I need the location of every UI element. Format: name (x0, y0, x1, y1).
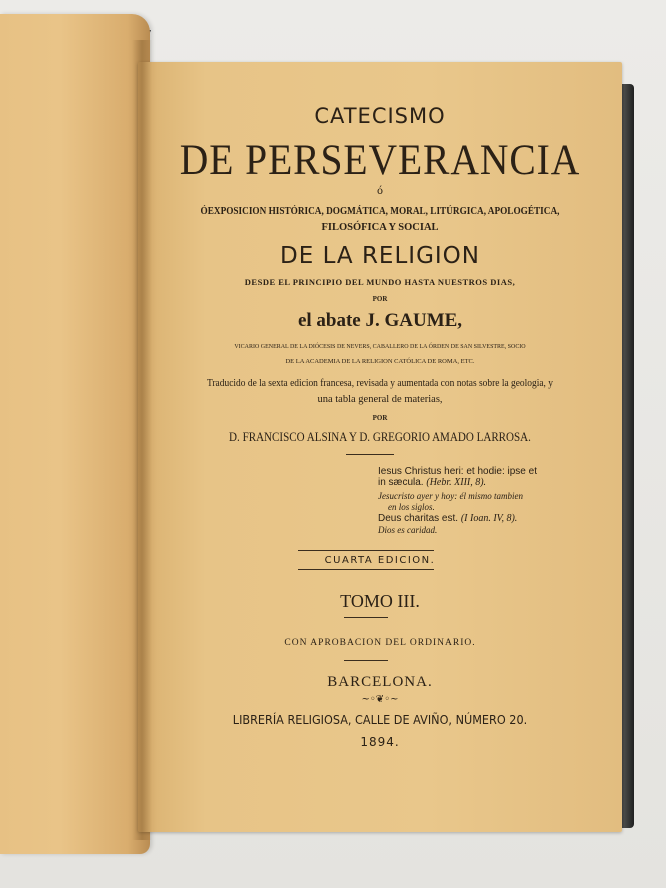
volume-label: TOMO III. (340, 591, 420, 611)
translation-note-2: una tabla general de materias, (317, 394, 443, 405)
year-label: 1894. (360, 735, 400, 749)
por-label-2: POR (372, 414, 388, 422)
author-description-2: DE LA ACADEMIA DE LA RELIGION CATÓLICA DE ROMA, ETC. (285, 358, 475, 365)
subtitle-line-2: FILOSÓFICA Y SOCIAL (321, 222, 439, 233)
printer-ornament-icon: ~◦❦◦~ (361, 694, 399, 705)
approval-line: CON APROBACION DEL ORDINARIO. (284, 638, 476, 648)
translation-note-1: Traducido de la sexta edicion francesa, revisada y aumentada con notas sobre la geologia, y (206, 378, 554, 389)
epigraph-latin-2: Deus charitas est. (I Ioan. IV, 8). (378, 513, 518, 524)
divider-rule-2 (298, 550, 434, 551)
divider-rule-1 (346, 454, 394, 455)
title-line-religion: DE LA RELIGION (280, 243, 480, 269)
divider-rule-4 (344, 617, 388, 618)
city-label: BARCELONA. (327, 674, 433, 690)
edition-label: CUARTA EDICION. (324, 555, 436, 566)
subtitle-line-1: ÓEXPOSICION HISTÓRICA, DOGMÁTICA, MORAL, LITÚRGICA, APOLOGÉTICA, (200, 206, 560, 217)
subtitle-line-3: DESDE EL PRINCIPIO DEL MUNDO HASTA NUESTROS DIAS, (244, 277, 516, 287)
epigraph-latin-1: Iesus Christus heri: et hodie: ipse et in sæcula. (Hebr. XIII, 8). (378, 466, 537, 488)
title-line-catecismo: CATECISMO (314, 104, 446, 128)
epigraph-spanish-2: Dios es caridad. (378, 525, 438, 535)
por-label-1: POR (372, 295, 388, 303)
author-description-1: VICARIO GENERAL DE LA DIÓCESIS DE NEVERS, CABALLERO DE LA ÓRDEN DE SAN SILVESTRE, SOCIO (234, 343, 526, 350)
divider-rule-3 (298, 569, 434, 570)
divider-rule-5 (344, 660, 388, 661)
title-line-o: ó (376, 186, 384, 197)
left-page (0, 14, 150, 854)
book-gutter (132, 40, 152, 840)
title-line-perseverancia: DE PERSEVERANCIA (179, 137, 581, 184)
translators: D. FRANCISCO ALSINA Y D. GREGORIO AMADO LARROSA. (229, 429, 531, 444)
author-name: el abate J. GAUME, (297, 310, 463, 331)
epigraph-spanish-1: Jesucristo ayer y hoy: él mismo tambien en los siglos. (378, 491, 523, 512)
publisher-line: LIBRERÍA RELIGIOSA, CALLE DE AVIÑO, NÚMERO 20. (232, 712, 528, 727)
